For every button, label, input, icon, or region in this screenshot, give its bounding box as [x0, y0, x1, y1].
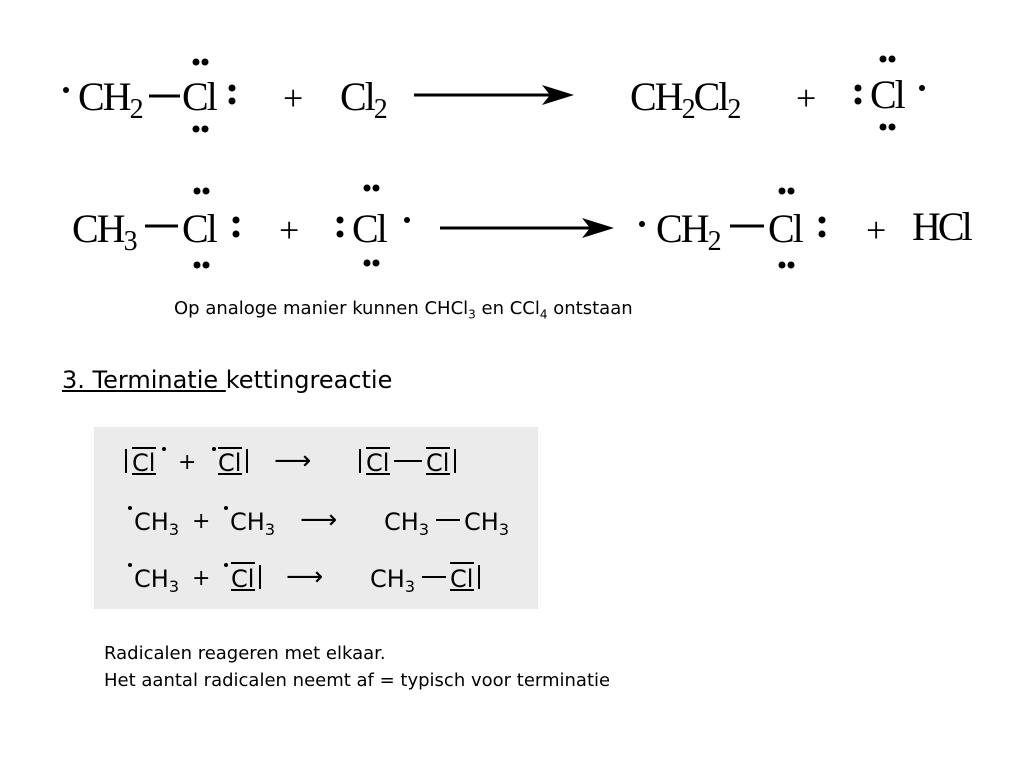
ch3-text: CH: [134, 565, 169, 593]
cl2-text: Cl: [340, 74, 374, 119]
plus-sign: +: [279, 210, 300, 250]
plus-sign: +: [178, 450, 197, 475]
ch2-subscript: 2: [707, 226, 720, 257]
plus-sign: +: [192, 566, 211, 591]
analog-note: [174, 298, 633, 322]
summary-text: [104, 640, 610, 694]
ch3-text: CH: [72, 206, 124, 251]
summary-line-1: Radicalen reageren met elkaar.: [104, 643, 386, 664]
ch3-text: CH: [230, 508, 265, 536]
plus-sign: +: [796, 78, 817, 118]
ch3-subscript: 3: [168, 520, 179, 539]
termination-row-1: [126, 446, 455, 477]
reaction-arrow: [440, 218, 614, 238]
ch3-text: CH: [384, 508, 419, 536]
cl-atom: Cl: [132, 449, 156, 477]
ch3-subscript: 3: [498, 520, 509, 539]
arrow: ⟶: [300, 505, 338, 535]
cl-atom: Cl: [450, 565, 474, 593]
svg-text:CH2: [656, 206, 721, 257]
radical-dot: [212, 447, 216, 451]
ch2cl2-subscript-2: 2: [727, 94, 740, 125]
svg-text:CH3: [464, 508, 509, 539]
arrow: ⟶: [286, 562, 324, 592]
svg-text:CH3: [370, 565, 415, 596]
svg-text:CH3: [134, 508, 179, 539]
termination-reactions-box: [94, 427, 538, 609]
ch2-text: CH: [656, 206, 708, 251]
subscript: 3: [468, 307, 476, 322]
plus-sign: +: [866, 210, 887, 250]
radical-dot: [224, 563, 228, 567]
section-heading-underlined: 3. Terminatie: [62, 366, 226, 394]
radical-dot: [128, 506, 132, 510]
svg-text:CH3: [230, 508, 275, 539]
ch3-text: CH: [464, 508, 499, 536]
summary-line-2: Het aantal radicalen neemt af = typisch voor terminatie: [104, 670, 611, 691]
cl-radical-atom: Cl: [352, 206, 386, 251]
ch2cl2-text-cl: Cl: [693, 74, 728, 119]
cl-radical-atom: Cl: [870, 72, 904, 117]
ch2cl2-text-ch: CH: [630, 74, 682, 119]
svg-text:CH3: [384, 508, 429, 539]
cl-atom: Cl: [768, 206, 802, 251]
plus-sign: +: [192, 509, 211, 534]
ch2cl2-subscript-1: 2: [681, 94, 694, 125]
ch2-subscript: 2: [129, 94, 142, 125]
termination-row-3: [128, 562, 479, 596]
ch3-text: CH: [370, 565, 405, 593]
ch3-subscript: 3: [123, 226, 136, 257]
radical-dot: [162, 447, 166, 451]
arrow: ⟶: [274, 446, 312, 476]
section-heading-rest: kettingreactie: [225, 366, 393, 394]
subscript: 4: [539, 307, 548, 322]
radical-dot: [128, 563, 132, 567]
radical-dot: [224, 506, 228, 510]
cl-atom: Cl: [182, 206, 216, 251]
ch3-subscript: 3: [264, 520, 275, 539]
radical-dot: [404, 217, 410, 223]
propagation-equation-2: [0, 0, 1024, 290]
section-heading: [62, 366, 392, 394]
analog-note-text: en CCl: [475, 298, 540, 319]
analog-note-text: ontstaan: [547, 298, 633, 319]
cl-atom: Cl: [218, 449, 242, 477]
svg-text:CH3: [72, 206, 137, 257]
analog-note-text: Op analoge manier kunnen CHCl: [174, 298, 469, 319]
cl-atom: Cl: [366, 449, 390, 477]
cl-atom: Cl: [182, 74, 216, 119]
ch3-subscript: 3: [404, 577, 415, 596]
cl-atom: Cl: [231, 565, 255, 593]
ch3-subscript: 3: [168, 577, 179, 596]
cl-atom: Cl: [426, 449, 450, 477]
svg-text:CH3: [134, 565, 179, 596]
ch3-subscript: 3: [418, 520, 429, 539]
plus-sign: +: [283, 78, 304, 118]
cl2-subscript: 2: [373, 94, 386, 125]
ch3-text: CH: [134, 508, 169, 536]
termination-row-2: [128, 505, 509, 539]
termination-equations: [94, 427, 538, 609]
radical-dot: [639, 221, 645, 227]
hcl-text: HCl: [912, 204, 970, 249]
ch2-text: CH: [78, 74, 130, 119]
